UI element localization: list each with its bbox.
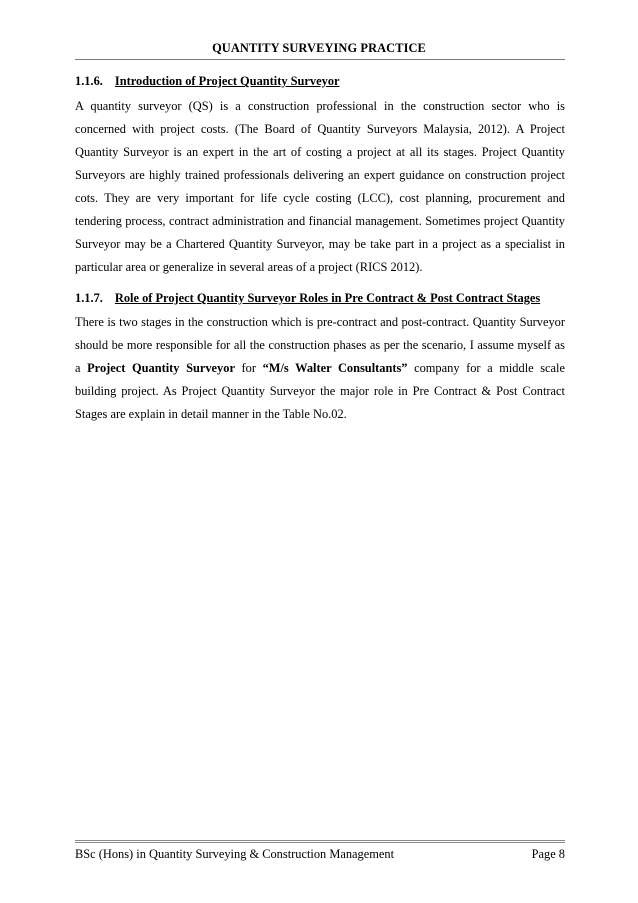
paragraph-text: There is two stages in the construction which is pre-contract and post-contract. Quantity Surveyor should be more responsible for all the construction phases as per the scenario, I assume myself as a [75, 315, 565, 375]
header-divider [75, 59, 565, 60]
bold-role-text: Project Quantity Surveyor [87, 361, 235, 375]
section-heading-role [75, 290, 565, 306]
header-title: QUANTITY SURVEYING PRACTICE [212, 41, 426, 55]
page-footer [0, 840, 638, 880]
role-paragraph [75, 311, 565, 426]
paragraph-text: for [234, 361, 263, 375]
section-number: 1.1.7. [75, 291, 103, 305]
page-header [0, 0, 638, 80]
page-content [75, 73, 565, 426]
section-title: Role of Project Quantity Surveyor Roles in Pre Contract & Post Contract Stages [114, 291, 541, 305]
page-number: Page 8 [531, 847, 565, 861]
introduction-paragraph: A quantity surveyor (QS) is a construction professional in the construction sector who is concerned with project costs. (The Board of Quantity Surveyors Malaysia, 2012). A Project Quantity Surveyor is an expert in the art of costing a project at all its stages. Project Quantity Surveyors are highly trained professionals delivering an expert guidance on construction project cots. They are very important for life cycle costing (LCC), cost planning, procurement and tendering process, contract administration and financial management. Sometimes project Quantity Surveyor may be a Chartered Quantity Surveyor, may be take part in a project as a specialist in particular area or generalize in several areas of a project (RICS 2012). [75, 99, 565, 274]
section-title: Introduction of Project Quantity Surveyor [114, 74, 340, 88]
bold-company-text: “M/s Walter Consultants” [262, 361, 408, 375]
paragraph-text: company for a middle scale building project. As Project Quantity Surveyor the major role in Pre Contract & Post Contract Stages are explain in detail manner in the Table No.02. [75, 361, 565, 421]
section-number: 1.1.6. [75, 74, 103, 88]
section-heading-introduction [75, 73, 565, 89]
footer-course-name: BSc (Hons) in Quantity Surveying & Construction Management [75, 847, 395, 861]
footer-divider [75, 840, 565, 843]
